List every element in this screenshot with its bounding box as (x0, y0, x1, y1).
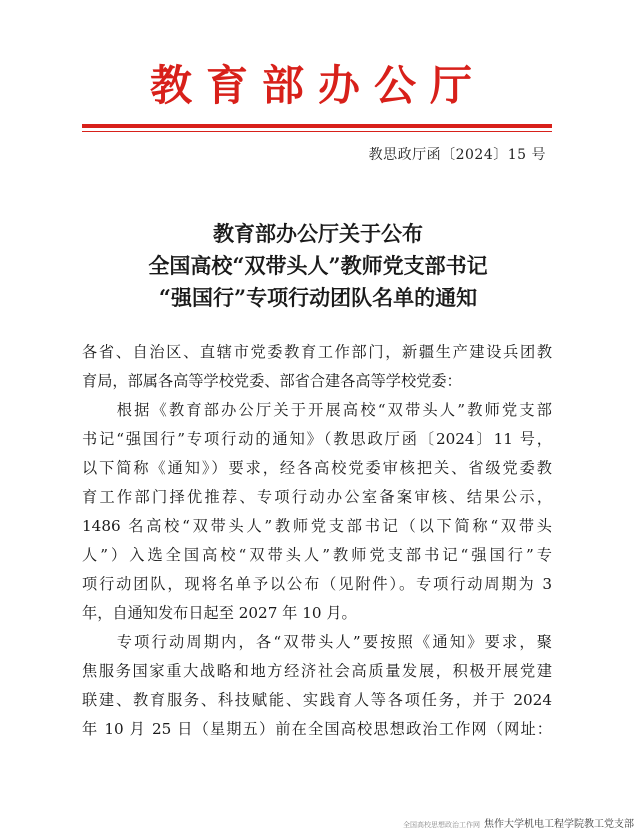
body-line: 各省、自治区、直辖市党委教育工作部门，新疆生产建设兵团教 (82, 343, 552, 361)
body-line: 1486 名高校“双带头人”教师党支部书记（以下简称“双带头 (82, 517, 552, 535)
document-number: 教思政厅函〔2024〕15 号 (368, 147, 546, 163)
notice-title-line: 教育部办公厅关于公布 (213, 221, 423, 246)
issuer-header: 教育部办公厅 (149, 61, 486, 110)
notice-title-line: “强国行”专项行动团队名单的通知 (158, 285, 478, 310)
body-line: 根据《教育部办公厅关于开展高校“双带头人”教师党支部 (82, 401, 552, 419)
body-line: 书记“强国行”专项行动的通知》（教思政厅函〔2024〕11 号， (82, 430, 552, 448)
body-line: 年，自通知发布日起至 2027 年 10 月。 (82, 604, 357, 622)
body-line: 育工作部门择优推荐、专项行动办公室备案审核、结果公示， (82, 488, 552, 506)
notice-title-line: 全国高校“双带头人”教师党支部书记 (148, 253, 488, 278)
body-line: 联建、教育服务、科技赋能、实践育人等各项任务，并于 2024 (82, 691, 552, 709)
red-divider-thick (82, 124, 552, 128)
footer-small-label: 全国高校思想政治工作网 (403, 821, 480, 829)
notice-title (0, 218, 636, 314)
body-line: 年 10 月 25 日（星期五）前在全国高校思想政治工作网（网址： (82, 720, 552, 738)
footer-watermark (403, 815, 634, 830)
body-line: 以下简称《通知》）要求，经各高校党委审核把关、省级党委教 (82, 459, 552, 477)
body-line: 人”）入选全国高校“双带头人”教师党支部书记“强国行”专 (82, 546, 552, 564)
body-line: 焦服务国家重大战略和地方经济社会高质量发展，积极开展党建 (82, 662, 552, 680)
red-divider-thin (82, 131, 552, 132)
notice-body (82, 338, 552, 744)
body-line: 专项行动周期内，各“双带头人”要按照《通知》要求，聚 (82, 633, 552, 651)
footer-watermark-label: 焦作大学机电工程学院教工党支部 (484, 819, 634, 830)
body-line: 育局，部属各高等学校党委、部省合建各高等学校党委： (82, 372, 462, 390)
body-line: 项行动团队，现将名单予以公布（见附件）。专项行动周期为 3 (82, 575, 552, 593)
